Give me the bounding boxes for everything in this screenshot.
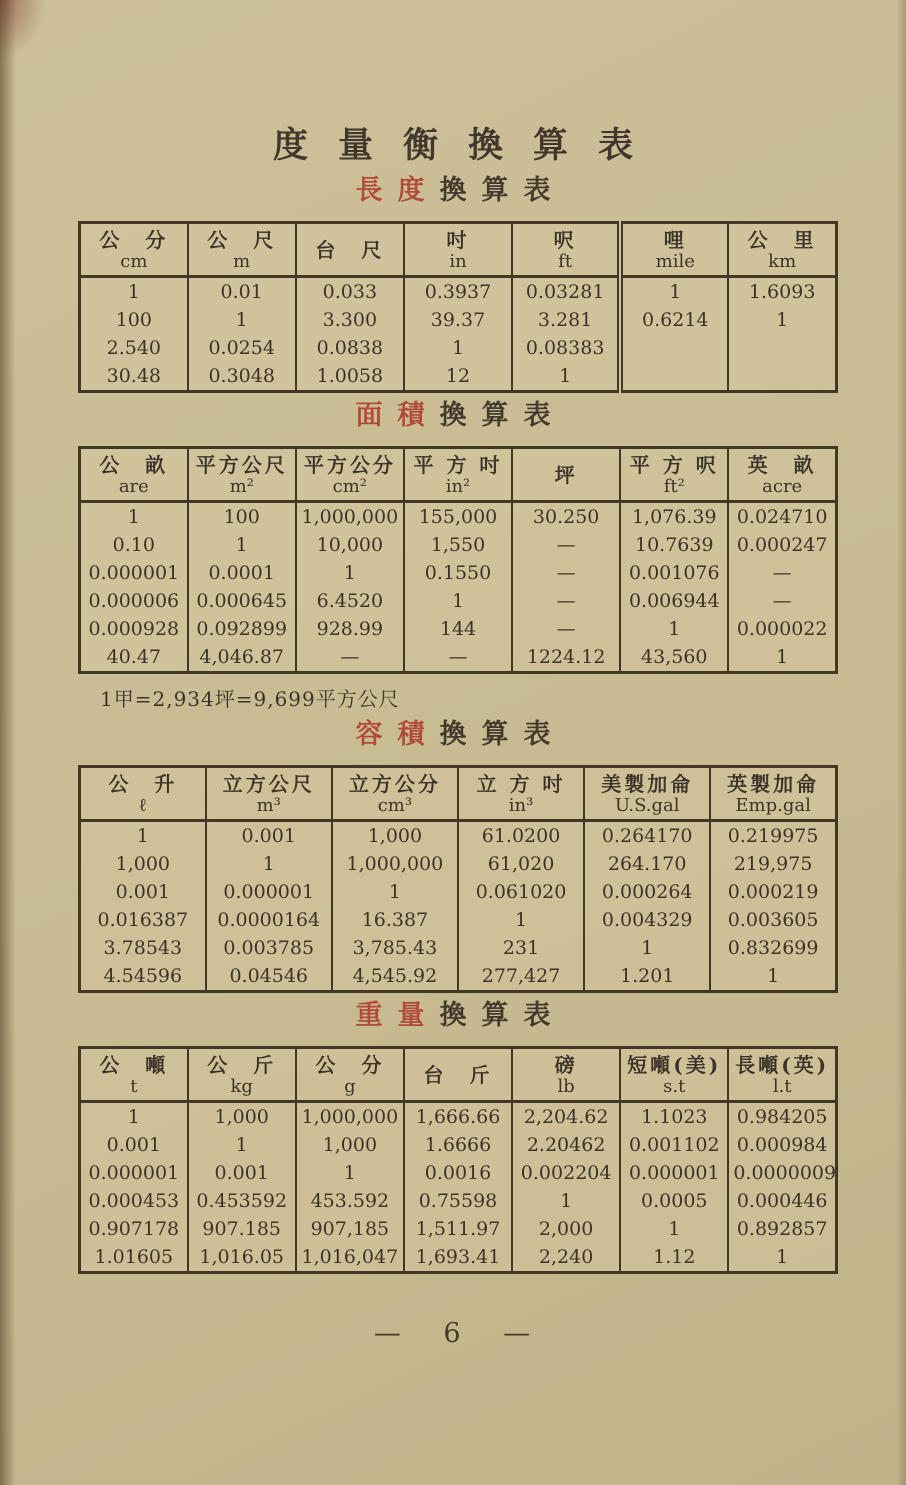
table-cell: 3.78543 — [103, 937, 183, 959]
table-cell: 907,185 — [296, 1215, 404, 1243]
volume-conversion-table — [78, 765, 838, 993]
table-cell: 1 — [188, 306, 296, 334]
table-cell: 0.000219 — [710, 878, 836, 906]
section-title-black-part: 換算表 — [439, 1000, 566, 1031]
table-cell: 0.006944 — [620, 587, 728, 615]
section-title-area — [0, 393, 906, 432]
table-cell: 2,240 — [512, 1243, 620, 1273]
header-row — [80, 223, 837, 277]
table-cell: 0.016387 — [97, 909, 189, 931]
table-cell: 1 — [620, 615, 728, 643]
table-cell: 1,511.97 — [404, 1215, 512, 1243]
table-cell: — — [296, 643, 404, 673]
table-cell: — — [728, 559, 836, 587]
table-cell: 0.000446 — [728, 1187, 836, 1215]
table-row — [80, 587, 837, 615]
table-row — [80, 502, 837, 532]
table-cell: 0.3937 — [404, 277, 512, 307]
table-cell: 10,000 — [296, 531, 404, 559]
table-cell: 0.10 — [112, 534, 155, 556]
table-cell: 0.003605 — [710, 906, 836, 934]
table-cell: 1.12 — [620, 1243, 728, 1273]
table-cell: 0.000453 — [88, 1190, 180, 1212]
table-cell: 3.281 — [512, 306, 620, 334]
section-title-volume — [0, 712, 906, 751]
table-cell: 12 — [404, 362, 512, 392]
column-header: 平 方 吋 in² — [404, 448, 512, 502]
table-cell: 0.0254 — [188, 334, 296, 362]
table-row — [80, 334, 837, 362]
area-conversion-table — [78, 446, 838, 674]
table-row — [80, 643, 837, 673]
table-cell: 1 — [584, 934, 710, 962]
table-cell: 1 — [512, 362, 620, 392]
table-cell: 0.000264 — [584, 878, 710, 906]
table-cell: 0.000645 — [188, 587, 296, 615]
section-title-black-part: 換算表 — [439, 175, 566, 206]
table-cell: 1 — [404, 587, 512, 615]
table-cell: 144 — [404, 615, 512, 643]
table-cell: 3.300 — [296, 306, 404, 334]
table-cell: 0.000006 — [88, 590, 180, 612]
table-cell: 0.000928 — [88, 618, 180, 640]
table-cell: 0.002204 — [512, 1159, 620, 1187]
table-cell: 1,016,047 — [296, 1243, 404, 1273]
column-header: 公 噸 t — [80, 1048, 188, 1102]
table-cell: 0.0001 — [188, 559, 296, 587]
section-volume — [0, 712, 906, 993]
table-cell: 61,020 — [458, 850, 584, 878]
column-header: 台 尺 — [296, 223, 404, 277]
column-header: 平方公分 cm² — [296, 448, 404, 502]
table-cell: 2.20462 — [512, 1131, 620, 1159]
area-note: 1甲=2,934坪=9,699平方公尺 — [100, 687, 400, 711]
section-title-red-part: 長度 — [355, 175, 440, 206]
table-row — [80, 559, 837, 587]
section-length — [0, 168, 906, 393]
table-cell: 1,000 — [115, 853, 171, 875]
column-header: 公 里 km — [728, 223, 836, 277]
table-cell: 1 — [127, 506, 140, 528]
table-cell: 0.001 — [188, 1159, 296, 1187]
table-cell: 0.907178 — [88, 1218, 180, 1240]
table-cell: 1,000 — [332, 821, 458, 851]
table-cell: 0.001102 — [620, 1131, 728, 1159]
table-cell: 1 — [136, 825, 149, 847]
section-area — [0, 393, 906, 712]
column-header: 公 畝 are — [80, 448, 188, 502]
column-header: 公 分 cm — [80, 223, 188, 277]
table-cell: 1224.12 — [512, 643, 620, 673]
column-header: 英 畝 acre — [728, 448, 836, 502]
table-cell: 1,000 — [188, 1102, 296, 1132]
table-cell: 2,204.62 — [512, 1102, 620, 1132]
table-cell: 30.250 — [512, 502, 620, 532]
table-cell: 231 — [458, 934, 584, 962]
table-cell: — — [512, 615, 620, 643]
table-cell: 0.000001 — [620, 1159, 728, 1187]
table-cell: 1 — [620, 1215, 728, 1243]
column-header: 平 方 呎 ft² — [620, 448, 728, 502]
table-row — [80, 934, 837, 962]
length-conversion-table — [78, 221, 838, 393]
table-cell: 100 — [188, 502, 296, 532]
table-cell: 2.540 — [106, 337, 162, 359]
header-row — [80, 1048, 837, 1102]
table-cell: 0.892857 — [728, 1215, 836, 1243]
table-row — [80, 878, 837, 906]
table-cell: 1.6666 — [404, 1131, 512, 1159]
table-cell: 0.000022 — [728, 615, 836, 643]
table-row — [80, 1159, 837, 1187]
table-cell: 1,000,000 — [296, 502, 404, 532]
column-header: 美製加侖 U.S.gal — [584, 767, 710, 821]
table-cell: 0.0000009 — [728, 1159, 836, 1187]
table-cell: 264.170 — [584, 850, 710, 878]
table-cell: 1,000 — [296, 1131, 404, 1159]
table-row — [80, 962, 837, 992]
table-cell: 1 — [728, 643, 836, 673]
table-cell: 453.592 — [296, 1187, 404, 1215]
table-row — [80, 362, 837, 392]
table-cell: 0.3048 — [188, 362, 296, 392]
column-header: 公 尺 m — [188, 223, 296, 277]
table-cell: 0.832699 — [710, 934, 836, 962]
table-cell: 0.75598 — [404, 1187, 512, 1215]
column-header: 立方公分 cm³ — [332, 767, 458, 821]
table-cell: 10.7639 — [620, 531, 728, 559]
table-cell: 1.01605 — [94, 1246, 174, 1268]
table-cell: 928.99 — [296, 615, 404, 643]
table-cell — [728, 362, 836, 392]
section-title-black-part: 換算表 — [439, 400, 566, 431]
column-header: 坪 — [512, 448, 620, 502]
table-row — [80, 821, 837, 851]
table-row — [80, 1187, 837, 1215]
table-cell: 1,016.05 — [188, 1243, 296, 1273]
table-cell: 1.201 — [584, 962, 710, 992]
column-header: 公 斤 kg — [188, 1048, 296, 1102]
table-row — [80, 615, 837, 643]
header-row — [80, 448, 837, 502]
section-title-red-part: 容積 — [355, 719, 440, 750]
page-number: — 6 — — [373, 1318, 533, 1349]
table-cell: 1 — [332, 878, 458, 906]
table-cell: 40.47 — [106, 646, 162, 668]
table-cell: 1 — [127, 1106, 140, 1128]
table-cell: 0.024710 — [728, 502, 836, 532]
section-title-red-part: 重量 — [355, 1000, 440, 1031]
table-cell: 1 — [296, 1159, 404, 1187]
table-row — [80, 306, 837, 334]
table-cell: 4,046.87 — [188, 643, 296, 673]
table-cell: 0.061020 — [458, 878, 584, 906]
section-title-length — [0, 168, 906, 207]
table-cell: 0.092899 — [188, 615, 296, 643]
table-cell: 1 — [620, 277, 728, 307]
column-header: 公 分 g — [296, 1048, 404, 1102]
table-cell: 1 — [296, 559, 404, 587]
table-row — [80, 850, 837, 878]
table-cell: 0.000001 — [88, 1162, 180, 1184]
table-cell: 0.000001 — [206, 878, 332, 906]
table-cell: 0.984205 — [728, 1102, 836, 1132]
table-cell: — — [512, 587, 620, 615]
table-cell: 0.0005 — [620, 1187, 728, 1215]
column-header: 磅 lb — [512, 1048, 620, 1102]
table-cell: 0.000001 — [88, 562, 180, 584]
column-header: 呎 ft — [512, 223, 620, 277]
table-cell: 4.54596 — [103, 965, 183, 987]
table-cell: 1 — [512, 1187, 620, 1215]
table-cell — [728, 334, 836, 362]
table-cell: 0.0838 — [296, 334, 404, 362]
section-title-red-part: 面積 — [355, 400, 440, 431]
table-cell: — — [512, 559, 620, 587]
table-row — [80, 1243, 837, 1273]
table-cell: 907.185 — [188, 1215, 296, 1243]
section-title-black-part: 換算表 — [439, 719, 566, 750]
column-header: 立方公尺 m³ — [206, 767, 332, 821]
table-cell: 1 — [188, 531, 296, 559]
table-cell: 1 — [404, 334, 512, 362]
table-cell: 0.219975 — [710, 821, 836, 851]
table-cell: 1 — [710, 962, 836, 992]
table-row — [80, 1131, 837, 1159]
column-header: 英製加侖 Emp.gal — [710, 767, 836, 821]
table-cell: 6.4520 — [296, 587, 404, 615]
table-cell: 0.033 — [296, 277, 404, 307]
table-cell: 1.6093 — [728, 277, 836, 307]
table-cell: 0.001 — [106, 1134, 162, 1156]
table-cell: — — [404, 643, 512, 673]
weight-conversion-table — [78, 1046, 838, 1274]
table-cell: 0.003785 — [206, 934, 332, 962]
table-cell: 0.001076 — [620, 559, 728, 587]
table-cell: 1,550 — [404, 531, 512, 559]
table-cell: 1,000,000 — [296, 1102, 404, 1132]
table-cell: 1,076.39 — [620, 502, 728, 532]
table-cell: 0.1550 — [404, 559, 512, 587]
table-row — [80, 1102, 837, 1132]
table-cell: 0.0000164 — [206, 906, 332, 934]
table-cell: 1,000,000 — [332, 850, 458, 878]
table-cell: 1 — [458, 906, 584, 934]
table-cell: 1 — [127, 281, 140, 303]
table-cell: 0.264170 — [584, 821, 710, 851]
table-cell: 1 — [206, 850, 332, 878]
table-cell: 0.000247 — [728, 531, 836, 559]
column-header: 台 斤 — [404, 1048, 512, 1102]
table-cell: 0.01 — [188, 277, 296, 307]
table-cell: — — [728, 587, 836, 615]
table-row — [80, 906, 837, 934]
column-header: 平方公尺 m² — [188, 448, 296, 502]
table-row — [80, 531, 837, 559]
table-row — [80, 277, 837, 307]
section-weight — [0, 993, 906, 1274]
table-cell: 2,000 — [512, 1215, 620, 1243]
table-cell: — — [512, 531, 620, 559]
column-header: 短噸(美) s.t — [620, 1048, 728, 1102]
table-cell: 1.0058 — [296, 362, 404, 392]
table-cell: 0.03281 — [512, 277, 620, 307]
table-cell: 0.001 — [206, 821, 332, 851]
table-cell: 1,666.66 — [404, 1102, 512, 1132]
table-cell: 0.001 — [115, 881, 171, 903]
table-cell: 43,560 — [620, 643, 728, 673]
page-title: 度量衡換算表 — [272, 125, 663, 166]
column-header: 立 方 吋 in³ — [458, 767, 584, 821]
table-cell: 61.0200 — [458, 821, 584, 851]
table-cell: 0.000984 — [728, 1131, 836, 1159]
table-cell: 1 — [728, 1243, 836, 1273]
table-cell: 0.0016 — [404, 1159, 512, 1187]
column-header: 吋 in — [404, 223, 512, 277]
table-cell: 100 — [115, 309, 152, 331]
table-cell: 0.04546 — [206, 962, 332, 992]
table-cell: 3,785.43 — [332, 934, 458, 962]
table-cell — [620, 362, 728, 392]
table-cell: 277,427 — [458, 962, 584, 992]
table-cell: 1 — [188, 1131, 296, 1159]
table-cell: 0.004329 — [584, 906, 710, 934]
header-row — [80, 767, 837, 821]
table-cell: 16.387 — [332, 906, 458, 934]
table-cell: 219,975 — [710, 850, 836, 878]
column-header: 長噸(英) l.t — [728, 1048, 836, 1102]
table-cell: 0.08383 — [512, 334, 620, 362]
table-cell — [620, 334, 728, 362]
table-cell: 155,000 — [404, 502, 512, 532]
table-cell: 1,693.41 — [404, 1243, 512, 1273]
table-cell: 30.48 — [106, 365, 162, 387]
column-header: 哩 mile — [620, 223, 728, 277]
column-header: 公 升 ℓ — [80, 767, 206, 821]
table-cell: 4,545.92 — [332, 962, 458, 992]
table-cell: 0.453592 — [188, 1187, 296, 1215]
table-row — [80, 1215, 837, 1243]
section-title-weight — [0, 993, 906, 1032]
table-cell: 1.1023 — [620, 1102, 728, 1132]
table-cell: 39.37 — [404, 306, 512, 334]
table-cell: 0.6214 — [620, 306, 728, 334]
table-cell: 1 — [728, 306, 836, 334]
